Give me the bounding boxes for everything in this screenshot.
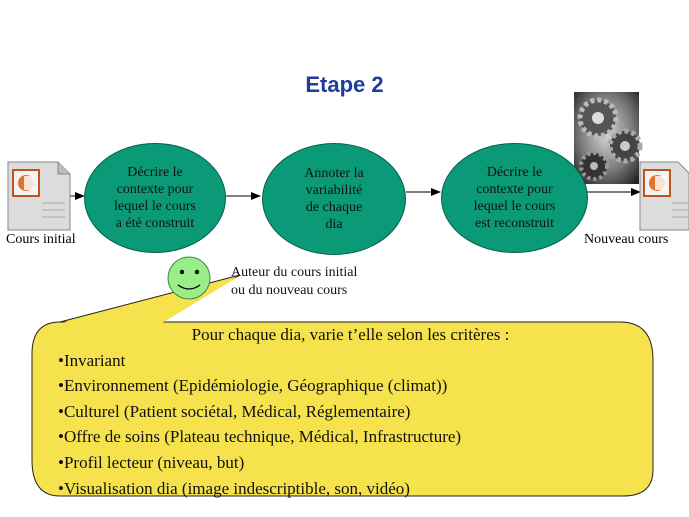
step-text: Décrire le contexte pour lequel le cours a été construit (114, 165, 196, 231)
criteria-item: •Invariant (58, 350, 126, 370)
smiley-icon (168, 257, 210, 299)
criteria-callout (58, 322, 638, 501)
step-ellipse-3 (441, 143, 588, 253)
powerpoint-document-icon (640, 162, 689, 230)
criteria-item: •Profil lecteur (niveau, but) (58, 452, 245, 472)
criteria-item: •Offre de soins (Plateau technique, Médical, Infrastructure) (58, 427, 462, 447)
step-ellipse-1 (84, 143, 226, 253)
initial-course-label: Cours initial (6, 232, 76, 247)
author-annotation: Auteur du cours initial ou du nouveau cours (231, 265, 358, 298)
step-text: Décrire le contexte pour lequel le cours est reconstruit (473, 165, 556, 231)
diagram-title: Etape 2 (305, 72, 384, 97)
criteria-item: •Visualisation dia (image indescriptible, son, vidéo) (58, 478, 410, 498)
powerpoint-document-icon (8, 162, 70, 230)
new-course-label: Nouveau cours (584, 232, 669, 247)
callout-heading: Pour chaque dia, varie t’elle selon les critères : (191, 325, 510, 344)
step-ellipse-2 (262, 143, 406, 255)
gears-image (574, 92, 640, 184)
criteria-item: •Environnement (Epidémiologie, Géographique (climat)) (58, 376, 448, 396)
criteria-item: •Culturel (Patient sociétal, Médical, Réglementaire) (58, 401, 411, 421)
step-text: Annoter la variabilité de chaque dia (304, 166, 364, 232)
